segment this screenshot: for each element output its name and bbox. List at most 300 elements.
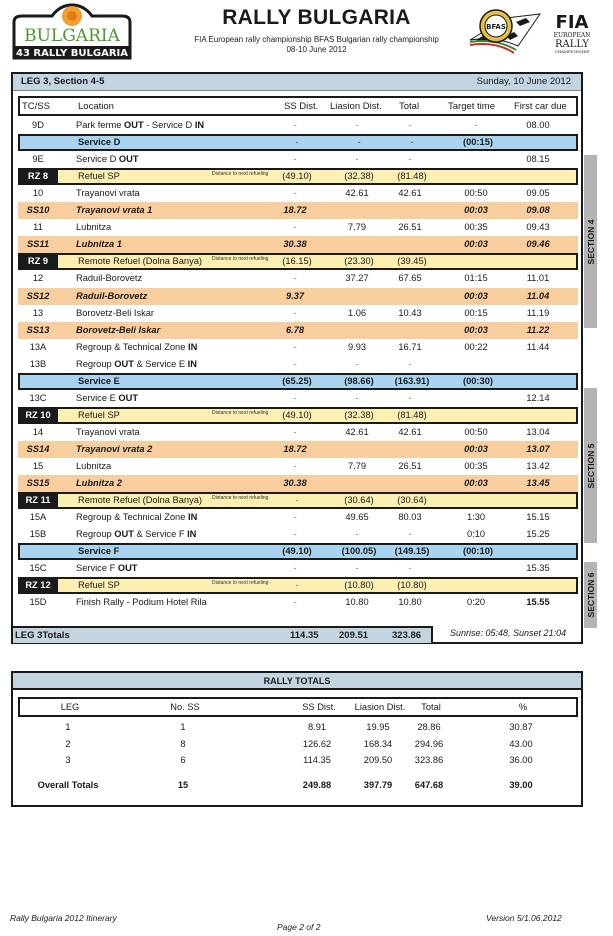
total-distance: - (408, 120, 412, 130)
first-car-due: 11.22 (526, 324, 550, 335)
ss-distance: 126.62 (302, 739, 332, 749)
location (76, 563, 137, 573)
first-car-due: 09.08 (526, 205, 550, 216)
ss-distance: - (293, 597, 297, 608)
target-time: 00:15 (464, 307, 488, 318)
itinerary-row (18, 509, 578, 526)
location-text: Trayanovi vrata (76, 426, 140, 437)
target-time: 00:22 (464, 341, 488, 352)
ss-distance: - (293, 273, 297, 284)
first-car-due: 15.25 (526, 529, 550, 540)
rally-totals-headers (18, 697, 578, 717)
rally-totals-row (18, 752, 578, 768)
itinerary-row (18, 526, 578, 543)
refuel-row (18, 253, 578, 270)
location-text: Borovetz-Beli Iskar (76, 307, 155, 318)
tc-ss-code: 12 (32, 273, 44, 284)
tc-ss-code: SS15 (26, 478, 50, 489)
liaison-distance: 7.79 (347, 461, 367, 471)
svg-text:BULGARIA: BULGARIA (24, 26, 120, 46)
liaison-distance: - (355, 529, 359, 540)
total-distance: (81.48) (397, 409, 427, 420)
target-time: (00:30) (463, 375, 493, 386)
first-car-due: 09.43 (526, 222, 550, 233)
location-text: Service F (76, 563, 118, 574)
liaison-distance: (23.30) (344, 256, 374, 267)
ss-distance: 6.78 (285, 324, 305, 335)
tc-ss-code: 15C (29, 563, 47, 574)
total-distance: 67.65 (398, 273, 422, 284)
target-time: 00:03 (464, 290, 488, 301)
leg-title: LEG 3, Section 4-5 (21, 76, 105, 87)
target-time: 00:03 (464, 324, 488, 335)
target-time: 00:35 (464, 222, 488, 233)
location-text: Lubnitza (76, 461, 112, 471)
svg-text:FIA: FIA (555, 12, 589, 33)
target-time: 1:30 (466, 512, 486, 523)
service-row (18, 134, 578, 151)
col-first-car-due: First car due (514, 101, 567, 112)
service-row (18, 543, 578, 560)
location (76, 597, 207, 607)
tc-ss-code: 13A (29, 341, 47, 352)
ss-distance: (65.25) (282, 375, 312, 386)
location-text: Service E (78, 375, 120, 386)
first-car-due: 15.15 (526, 512, 550, 523)
section-tab-4 (584, 155, 597, 328)
rt-col-nss: No. SS (170, 702, 200, 712)
location-bold: IN (187, 358, 197, 369)
liaison-distance: - (355, 392, 359, 403)
itinerary-row (18, 305, 578, 322)
svg-text:RALLY: RALLY (555, 39, 589, 50)
rt-col-ss: SS Dist. (302, 702, 336, 712)
total-distance: 10.80 (398, 597, 422, 608)
location-text: Lubnitza 1 (76, 239, 122, 250)
col-tc: TC/SS (22, 101, 50, 112)
tc-ss-code: 9E (32, 154, 44, 165)
itinerary-row (18, 185, 578, 202)
percentage: 43.00 (509, 739, 533, 749)
ss-count: 8 (180, 739, 186, 749)
liaison-distance: 397.79 (363, 780, 393, 790)
location (76, 188, 140, 198)
target-time: 0:20 (466, 597, 486, 608)
ss-distance: - (295, 495, 299, 506)
itinerary-row (18, 390, 578, 407)
ss-distance: (49.10) (282, 171, 312, 182)
total-distance: (149.15) (394, 546, 430, 557)
location (78, 256, 202, 266)
service-row (18, 373, 578, 390)
tc-ss-code: 13C (29, 392, 47, 403)
col-total: Total (399, 101, 420, 112)
target-time: 00:35 (464, 461, 488, 471)
tc-ss-code: SS11 (26, 239, 50, 250)
itinerary-row (18, 117, 578, 134)
total-distance: 28.86 (417, 722, 441, 732)
refuel-note: Distance to next refueling (212, 256, 269, 263)
tc-ss-code: RZ 11 (18, 492, 58, 509)
stage-row (18, 202, 578, 219)
tc-ss-code: 10 (32, 188, 44, 199)
ss-distance: - (293, 563, 297, 574)
rt-col-leg: LEG (60, 702, 80, 712)
stage-row (18, 236, 578, 253)
svg-text:CHAMPIONSHIP: CHAMPIONSHIP (554, 49, 590, 54)
col-liaison-dist: Liasion Dist. (330, 101, 382, 112)
tc-ss-code: RZ 8 (18, 168, 58, 185)
ss-distance: 249.88 (302, 780, 332, 790)
location-text: Borovetz-Beli Iskar (76, 324, 161, 335)
ss-distance: (16.15) (282, 256, 312, 267)
total-distance: - (408, 392, 412, 403)
liaison-distance: (10.80) (344, 580, 374, 591)
leg-number: 3 (65, 755, 71, 765)
ss-distance: - (293, 307, 297, 318)
total-distance: 294.96 (414, 739, 444, 749)
location-text: Regroup (76, 358, 115, 369)
liaison-distance: (100.05) (341, 546, 377, 557)
target-time: 01:15 (464, 273, 488, 284)
rt-col-liaison: Liasion Dist. (354, 702, 406, 712)
itinerary-row (18, 594, 578, 611)
tc-ss-code: SS13 (26, 324, 50, 335)
total-distance: - (408, 154, 412, 165)
tc-ss-code: RZ 12 (18, 577, 58, 594)
page-title: RALLY BULGARIA (222, 6, 411, 29)
location-text: Lubnitza (76, 222, 112, 233)
location (78, 137, 120, 147)
first-car-due: 13.42 (526, 461, 550, 471)
liaison-distance: - (355, 358, 359, 369)
location (76, 120, 204, 130)
leg-date: Sunday, 10 June 2012 (476, 76, 571, 87)
first-car-due: 13.45 (526, 478, 550, 489)
location-bold: OUT (117, 563, 138, 574)
ss-distance: - (293, 529, 297, 540)
location (76, 154, 139, 164)
liaison-distance: 168.34 (363, 739, 393, 749)
ss-distance: - (293, 358, 297, 369)
total-distance: - (408, 358, 412, 369)
leg-totals-label: LEG 3Totals (15, 630, 70, 641)
first-car-due: 09.46 (526, 239, 550, 250)
location (76, 359, 197, 369)
location-text: & Service F (133, 529, 188, 540)
percentage: 39.00 (509, 780, 533, 790)
location-bold: IN (187, 529, 197, 540)
percentage: 36.00 (509, 755, 533, 765)
refuel-row (18, 577, 578, 594)
tc-ss-code: SS10 (26, 205, 50, 216)
ss-distance: - (293, 392, 297, 403)
location (76, 427, 140, 437)
total-distance: 16.71 (398, 341, 422, 352)
location-text: Service D (76, 154, 119, 165)
location (76, 478, 122, 488)
tc-ss-code: 15A (29, 512, 47, 523)
location-text: Trayanovi vrata (76, 188, 140, 199)
ss-distance: 8.91 (307, 722, 327, 732)
ss-count: 15 (177, 780, 189, 790)
location (76, 393, 138, 403)
section-label: SECTION 6 (585, 572, 596, 618)
location-bold: OUT (118, 392, 138, 403)
total-distance: (30.64) (397, 495, 427, 506)
ss-count: 1 (180, 722, 186, 732)
first-car-due: 13.07 (526, 443, 550, 454)
tc-ss-code: 14 (32, 426, 44, 437)
tc-ss-code: 13 (32, 307, 44, 318)
ss-distance: - (293, 461, 297, 471)
ss-distance: 30.38 (283, 478, 307, 489)
target-time: 00:50 (464, 188, 488, 199)
leg-header (13, 74, 581, 91)
location (76, 529, 196, 539)
target-time: 00:03 (464, 205, 488, 216)
location-bold: OUT (118, 154, 139, 165)
location-text: Trayanovi vrata 2 (76, 443, 153, 454)
stage-row (18, 322, 578, 339)
liaison-distance: 42.61 (345, 426, 369, 437)
tc-ss-code: 13B (29, 358, 47, 369)
target-time: (00:15) (463, 137, 493, 148)
target-time: - (474, 120, 478, 130)
location-text: Finish Rally - Podium Hotel Rila (76, 597, 207, 608)
total-distance: 323.86 (414, 755, 444, 765)
location-text: Service E (76, 392, 119, 403)
location (76, 512, 197, 522)
ss-distance: 30.38 (283, 239, 307, 250)
location-bold: OUT (114, 529, 134, 540)
location-text: Refuel SP (78, 409, 120, 420)
location (78, 410, 120, 420)
location (76, 239, 122, 249)
location (76, 291, 147, 301)
svg-text:43 RALLY BULGARIA: 43 RALLY BULGARIA (16, 48, 128, 59)
tc-ss-code: 15 (32, 461, 44, 471)
location-text: Remote Refuel (Dolna Banya) (78, 256, 203, 267)
first-car-due: 13.04 (526, 426, 550, 437)
itinerary-row (18, 560, 578, 577)
itinerary-row (18, 339, 578, 356)
total-distance: (39.45) (397, 256, 427, 267)
ss-distance: 18.72 (283, 443, 307, 454)
refuel-note: Distance to next refueling (212, 580, 269, 587)
location-bold: IN (187, 512, 198, 523)
location-text: Regroup & Technical Zone (76, 512, 188, 523)
leg-number: 2 (65, 739, 71, 749)
col-location: Location (78, 101, 114, 112)
target-time: 00:50 (464, 426, 488, 437)
target-time: 0:10 (466, 529, 486, 540)
liaison-distance: 19.95 (366, 722, 390, 732)
svg-text:BFAS: BFAS (486, 23, 506, 31)
location-text: Regroup (76, 529, 115, 540)
target-time: 00:03 (464, 443, 488, 454)
rt-col-total: Total (421, 702, 441, 712)
leg-totals-liaison: 209.51 (339, 630, 369, 641)
tc-ss-code: 11 (33, 222, 43, 233)
ss-distance: - (293, 120, 297, 130)
location-text: & Service E (133, 358, 188, 369)
first-car-due: 15.55 (526, 597, 550, 608)
first-car-due: 08.15 (526, 154, 550, 165)
refuel-note: Distance to next refueling (212, 495, 269, 502)
liaison-distance: 9.93 (347, 341, 367, 352)
location-text: Trayanovi vrata 1 (76, 205, 153, 216)
total-distance: 42.61 (398, 426, 422, 437)
fia-erc-logo (541, 10, 603, 55)
first-car-due: 11.44 (526, 341, 550, 352)
tc-ss-code: 9D (32, 120, 44, 130)
first-car-due: 12.14 (526, 392, 550, 403)
total-distance: 26.51 (398, 222, 422, 233)
location (76, 308, 154, 318)
location (78, 580, 120, 590)
ss-distance: - (295, 137, 299, 148)
itinerary-row (18, 356, 578, 373)
total-distance: (81.48) (397, 171, 427, 182)
leg-totals (13, 626, 433, 643)
leg-totals-ss: 114.35 (290, 630, 319, 641)
location (78, 171, 120, 181)
total-distance: - (408, 529, 412, 540)
overall-label: Overall Totals (37, 780, 99, 790)
location-text: Lubnitza 2 (76, 478, 122, 489)
first-car-due: 15.35 (526, 563, 550, 574)
refuel-row (18, 168, 578, 185)
section-label: SECTION 4 (585, 219, 596, 264)
rally-totals-row (18, 719, 578, 735)
location-bold: IN (187, 341, 198, 352)
target-time: 00:03 (464, 239, 488, 250)
leg-totals-total: 323.86 (392, 630, 422, 641)
overall-totals-row (18, 777, 578, 793)
col-target-time: Target time (448, 101, 495, 112)
liaison-distance: - (355, 120, 359, 130)
tc-ss-code: SS12 (26, 290, 50, 301)
liaison-distance: 209.50 (363, 755, 393, 765)
refuel-note: Distance to next refueling (212, 171, 269, 178)
ss-distance: (49.10) (282, 546, 312, 557)
column-headers (18, 96, 578, 116)
total-distance: - (408, 563, 412, 574)
location (76, 273, 142, 283)
location (76, 342, 197, 352)
total-distance: (163.91) (394, 375, 430, 386)
tc-ss-code: 15B (29, 529, 47, 540)
refuel-row (18, 492, 578, 509)
sunrise-sunset: Sunrise: 05:48, Sunset 21:04 (450, 628, 567, 638)
total-distance: 80.03 (398, 512, 422, 523)
section-tab-5 (584, 388, 597, 543)
section-tab-6 (584, 562, 597, 628)
first-car-due: 08.00 (526, 120, 550, 130)
ss-distance: - (293, 222, 297, 233)
location-text: Service F (78, 546, 120, 557)
liaison-distance: (30.64) (344, 495, 374, 506)
percentage: 30.87 (509, 722, 533, 732)
refuel-row (18, 407, 578, 424)
target-time: (00:10) (463, 546, 493, 557)
total-distance: 26.51 (398, 461, 422, 471)
liaison-distance: (32.38) (344, 171, 374, 182)
first-car-due: 09.05 (526, 188, 550, 199)
liaison-distance: 42.61 (345, 188, 369, 199)
location-text: Refuel SP (78, 580, 120, 591)
location-bold: IN (194, 120, 205, 130)
footer-doc-title: Rally Bulgaria 2012 Itinerary (10, 913, 117, 923)
location (76, 444, 152, 454)
location-text: Park ferme (76, 120, 125, 130)
liaison-distance: (98.66) (344, 375, 374, 386)
location (76, 222, 111, 232)
location-text: Remote Refuel (Dolna Banya) (78, 495, 203, 506)
ss-distance: - (293, 341, 297, 352)
liaison-distance: - (357, 137, 361, 148)
location-bold: OUT (114, 358, 134, 369)
total-distance: (10.80) (397, 580, 427, 591)
location (76, 325, 160, 335)
itinerary-row (18, 270, 578, 287)
ss-distance: - (293, 154, 297, 165)
svg-text:EUROPEAN: EUROPEAN (553, 32, 591, 39)
ss-distance: (49.10) (282, 409, 312, 420)
tc-ss-code: RZ 9 (18, 253, 58, 270)
ss-distance: 114.35 (303, 755, 331, 765)
ss-distance: - (295, 580, 299, 591)
liaison-distance: 1.06 (347, 307, 367, 318)
total-distance: 647.68 (414, 780, 444, 790)
ss-count: 6 (180, 755, 186, 765)
location-text: Raduil-Borovetz (76, 273, 143, 284)
liaison-distance: - (355, 563, 359, 574)
tc-ss-code: SS14 (26, 443, 50, 454)
location-text: Regroup & Technical Zone (76, 341, 188, 352)
stage-row (18, 288, 578, 305)
first-car-due: 11.19 (526, 307, 550, 318)
itinerary-row (18, 219, 578, 236)
tc-ss-code: 15D (29, 597, 47, 608)
stage-row (18, 441, 578, 458)
ss-distance: 9.37 (285, 290, 305, 301)
location-text: - Service D (143, 120, 195, 130)
location (78, 546, 119, 556)
rt-col-pct: % (518, 702, 528, 712)
itinerary-row (18, 151, 578, 168)
rally-totals-title: RALLY TOTALS (13, 673, 581, 690)
location-text: Service D (78, 137, 121, 148)
col-ss-dist: SS Dist. (284, 101, 319, 112)
liaison-distance: 49.65 (345, 512, 369, 523)
itinerary-row (18, 458, 578, 475)
itinerary-row (18, 424, 578, 441)
stage-row (18, 475, 578, 492)
location-text: Raduil-Borovetz (76, 290, 148, 301)
liaison-distance: - (355, 154, 359, 165)
ss-distance: - (293, 188, 297, 199)
footer-page-number: Page 2 of 2 (277, 922, 321, 932)
section-label: SECTION 5 (585, 443, 596, 488)
event-dates: 08-10 June 2012 (286, 45, 347, 54)
liaison-distance: 37.27 (345, 273, 369, 284)
total-distance: 10.43 (398, 307, 422, 318)
location-text: Refuel SP (78, 171, 120, 182)
liaison-distance: 7.79 (347, 222, 367, 233)
tc-ss-code: RZ 10 (18, 407, 58, 424)
